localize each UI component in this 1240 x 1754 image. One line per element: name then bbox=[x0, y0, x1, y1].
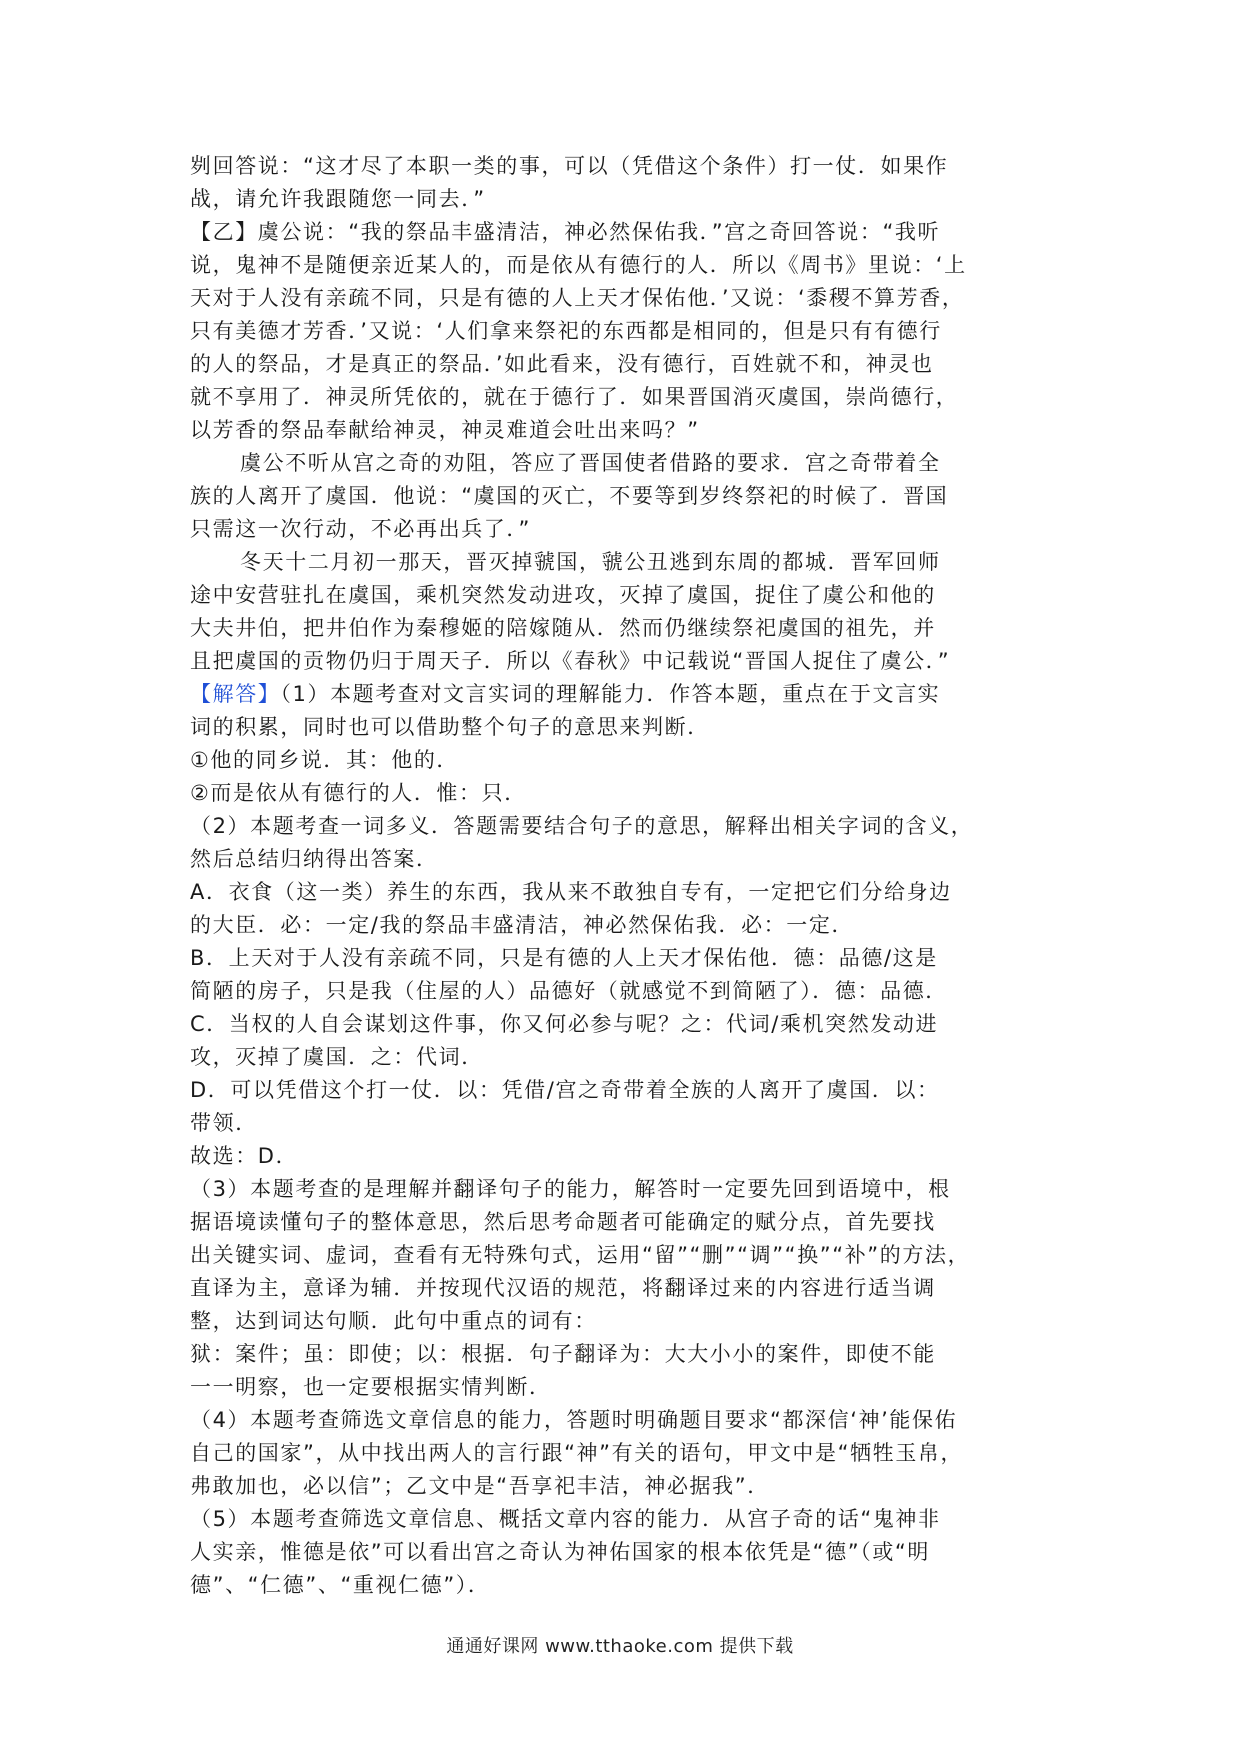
text-line: 刿回答说：“这才尽了本职一类的事，可以（凭借这个条件）打一仗．如果作 bbox=[190, 154, 949, 178]
text-line: 只有美德才芳香．’又说：‘人们拿来祭祀的东西都是相同的，但是只有有德行 bbox=[190, 319, 942, 343]
text-line: 大夫井伯，把井伯作为秦穆姬的陪嫁随从．然而仍继续祭祀虞国的祖先，并 bbox=[190, 616, 936, 640]
text-line: 狱：案件；虽：即使；以：根据．句子翻译为：大大小小的案件，即使不能 bbox=[190, 1342, 936, 1366]
text-line: 出关键实词、虚词，查看有无特殊句式，运用“留”“删”“调”“换”“补”的方法， bbox=[190, 1243, 971, 1267]
text-line: 德”、“仁德”、“重视仁德”）． bbox=[190, 1573, 491, 1597]
text-line: （5）本题考查筛选文章信息、概括文章内容的能力．从宫子奇的话“鬼神非 bbox=[190, 1507, 941, 1531]
text-line: 的人的祭品，才是真正的祭品．’如此看来，没有德行，百姓就不和，神灵也 bbox=[190, 352, 934, 376]
text-line: 战，请允许我跟随您一同去．” bbox=[190, 187, 486, 211]
text-line: 自己的国家”，从中找出两人的言行跟“神”有关的语句，甲文中是“牺牲玉帛， bbox=[190, 1441, 964, 1465]
text-line: 以芳香的祭品奉献给神灵，神灵难道会吐出来吗？” bbox=[190, 418, 700, 442]
text-line: 说，鬼神不是随便亲近某人的，而是依从有德行的人．所以《周书》里说：‘上 bbox=[190, 253, 967, 277]
text-line: 弗敢加也，必以信”；乙文中是“吾享祀丰洁，神必据我”． bbox=[190, 1474, 770, 1498]
text-span: （1）本题考查对文言实词的理解能力．作答本题，重点在于文言实 bbox=[280, 682, 941, 706]
text-line: 就不享用了．神灵所凭依的，就在于德行了．如果晋国消灭虞国，崇尚德行， bbox=[190, 385, 959, 409]
text-line: 的大臣．必：一定/我的祭品丰盛清洁，神必然保佑我．必：一定． bbox=[190, 913, 855, 937]
page-footer: 通通好课网 www.tthaoke.com 提供下载 bbox=[446, 1636, 794, 1657]
answer-label: 【解答】 bbox=[190, 682, 281, 706]
document-body bbox=[190, 150, 1058, 1602]
text-line: 故选：D． bbox=[190, 1144, 299, 1168]
text-line: 攻，灭掉了虞国．之：代词． bbox=[190, 1045, 484, 1069]
text-line: D．可以凭借这个打一仗．以：凭借/宫之奇带着全族的人离开了虞国．以： bbox=[190, 1078, 940, 1102]
text-line: 据语境读懂句子的整体意思，然后思考命题者可能确定的赋分点，首先要找 bbox=[190, 1210, 936, 1234]
text-line: 虞公不听从宫之奇的劝阻，答应了晋国使者借路的要求．宫之奇带着全 bbox=[240, 451, 941, 475]
text-line: 词的积累，同时也可以借助整个句子的意思来判断． bbox=[190, 715, 710, 739]
text-line: ②而是依从有德行的人．惟：只． bbox=[190, 781, 527, 805]
text-line: 【乙】虞公说：“我的祭品丰盛清洁，神必然保佑我．”宫之奇回答说：“我听 bbox=[190, 220, 941, 244]
text-line: 然后总结归纳得出答案． bbox=[190, 847, 439, 871]
text-line: （3）本题考查的是理解并翻译句子的能力，解答时一定要先回到语境中，根 bbox=[190, 1177, 951, 1201]
answer-line bbox=[190, 678, 1058, 711]
text-line: ①他的同乡说．其：他的． bbox=[190, 748, 460, 772]
text-line: （4）本题考查筛选文章信息的能力，答题时明确题目要求“都深信‘神’能保佑 bbox=[190, 1408, 958, 1432]
text-line: 带领． bbox=[190, 1111, 258, 1135]
text-line: 且把虞国的贡物仍归于周天子．所以《春秋》中记载说“晋国人捉住了虞公．” bbox=[190, 649, 951, 673]
text-line: 直译为主，意译为辅．并按现代汉语的规范，将翻译过来的内容进行适当调 bbox=[190, 1276, 936, 1300]
text-line: 只需这一次行动，不必再出兵了．” bbox=[190, 517, 531, 541]
text-line: 冬天十二月初一那天，晋灭掉虢国，虢公丑逃到东周的都城．晋军回师 bbox=[240, 550, 941, 574]
text-line: 整，达到词达句顺．此句中重点的词有： bbox=[190, 1309, 597, 1333]
text-line: （2）本题考查一词多义．答题需要结合句子的意思，解释出相关字词的含义， bbox=[190, 814, 974, 838]
text-line: 天对于人没有亲疏不同，只是有德的人上天才保佑他．’又说：‘黍稷不算芳香， bbox=[190, 286, 965, 310]
text-line: 一一明察，也一定要根据实情判断． bbox=[190, 1375, 552, 1399]
text-line: 简陋的房子，只是我（住屋的人）品德好（就感觉不到简陋了）．德：品德． bbox=[190, 979, 948, 1003]
text-line: 人实亲，惟德是依”可以看出宫之奇认为神佑国家的根本依凭是“德”（或“明 bbox=[190, 1540, 931, 1564]
text-line: B．上天对于人没有亲疏不同，只是有德的人上天才保佑他．德：品德/这是 bbox=[190, 946, 938, 970]
text-line: C．当权的人自会谋划这件事，你又何必参与呢？之：代词/乘机突然发动进 bbox=[190, 1012, 939, 1036]
text-line: A．衣食（这一类）养生的东西，我从来不敢独自专有，一定把它们分给身边 bbox=[190, 880, 952, 904]
text-line: 途中安营驻扎在虞国，乘机突然发动进攻，灭掉了虞国，捉住了虞公和他的 bbox=[190, 583, 936, 607]
text-line: 族的人离开了虞国．他说：“虞国的灭亡，不要等到岁终祭祀的时候了．晋国 bbox=[190, 484, 949, 508]
